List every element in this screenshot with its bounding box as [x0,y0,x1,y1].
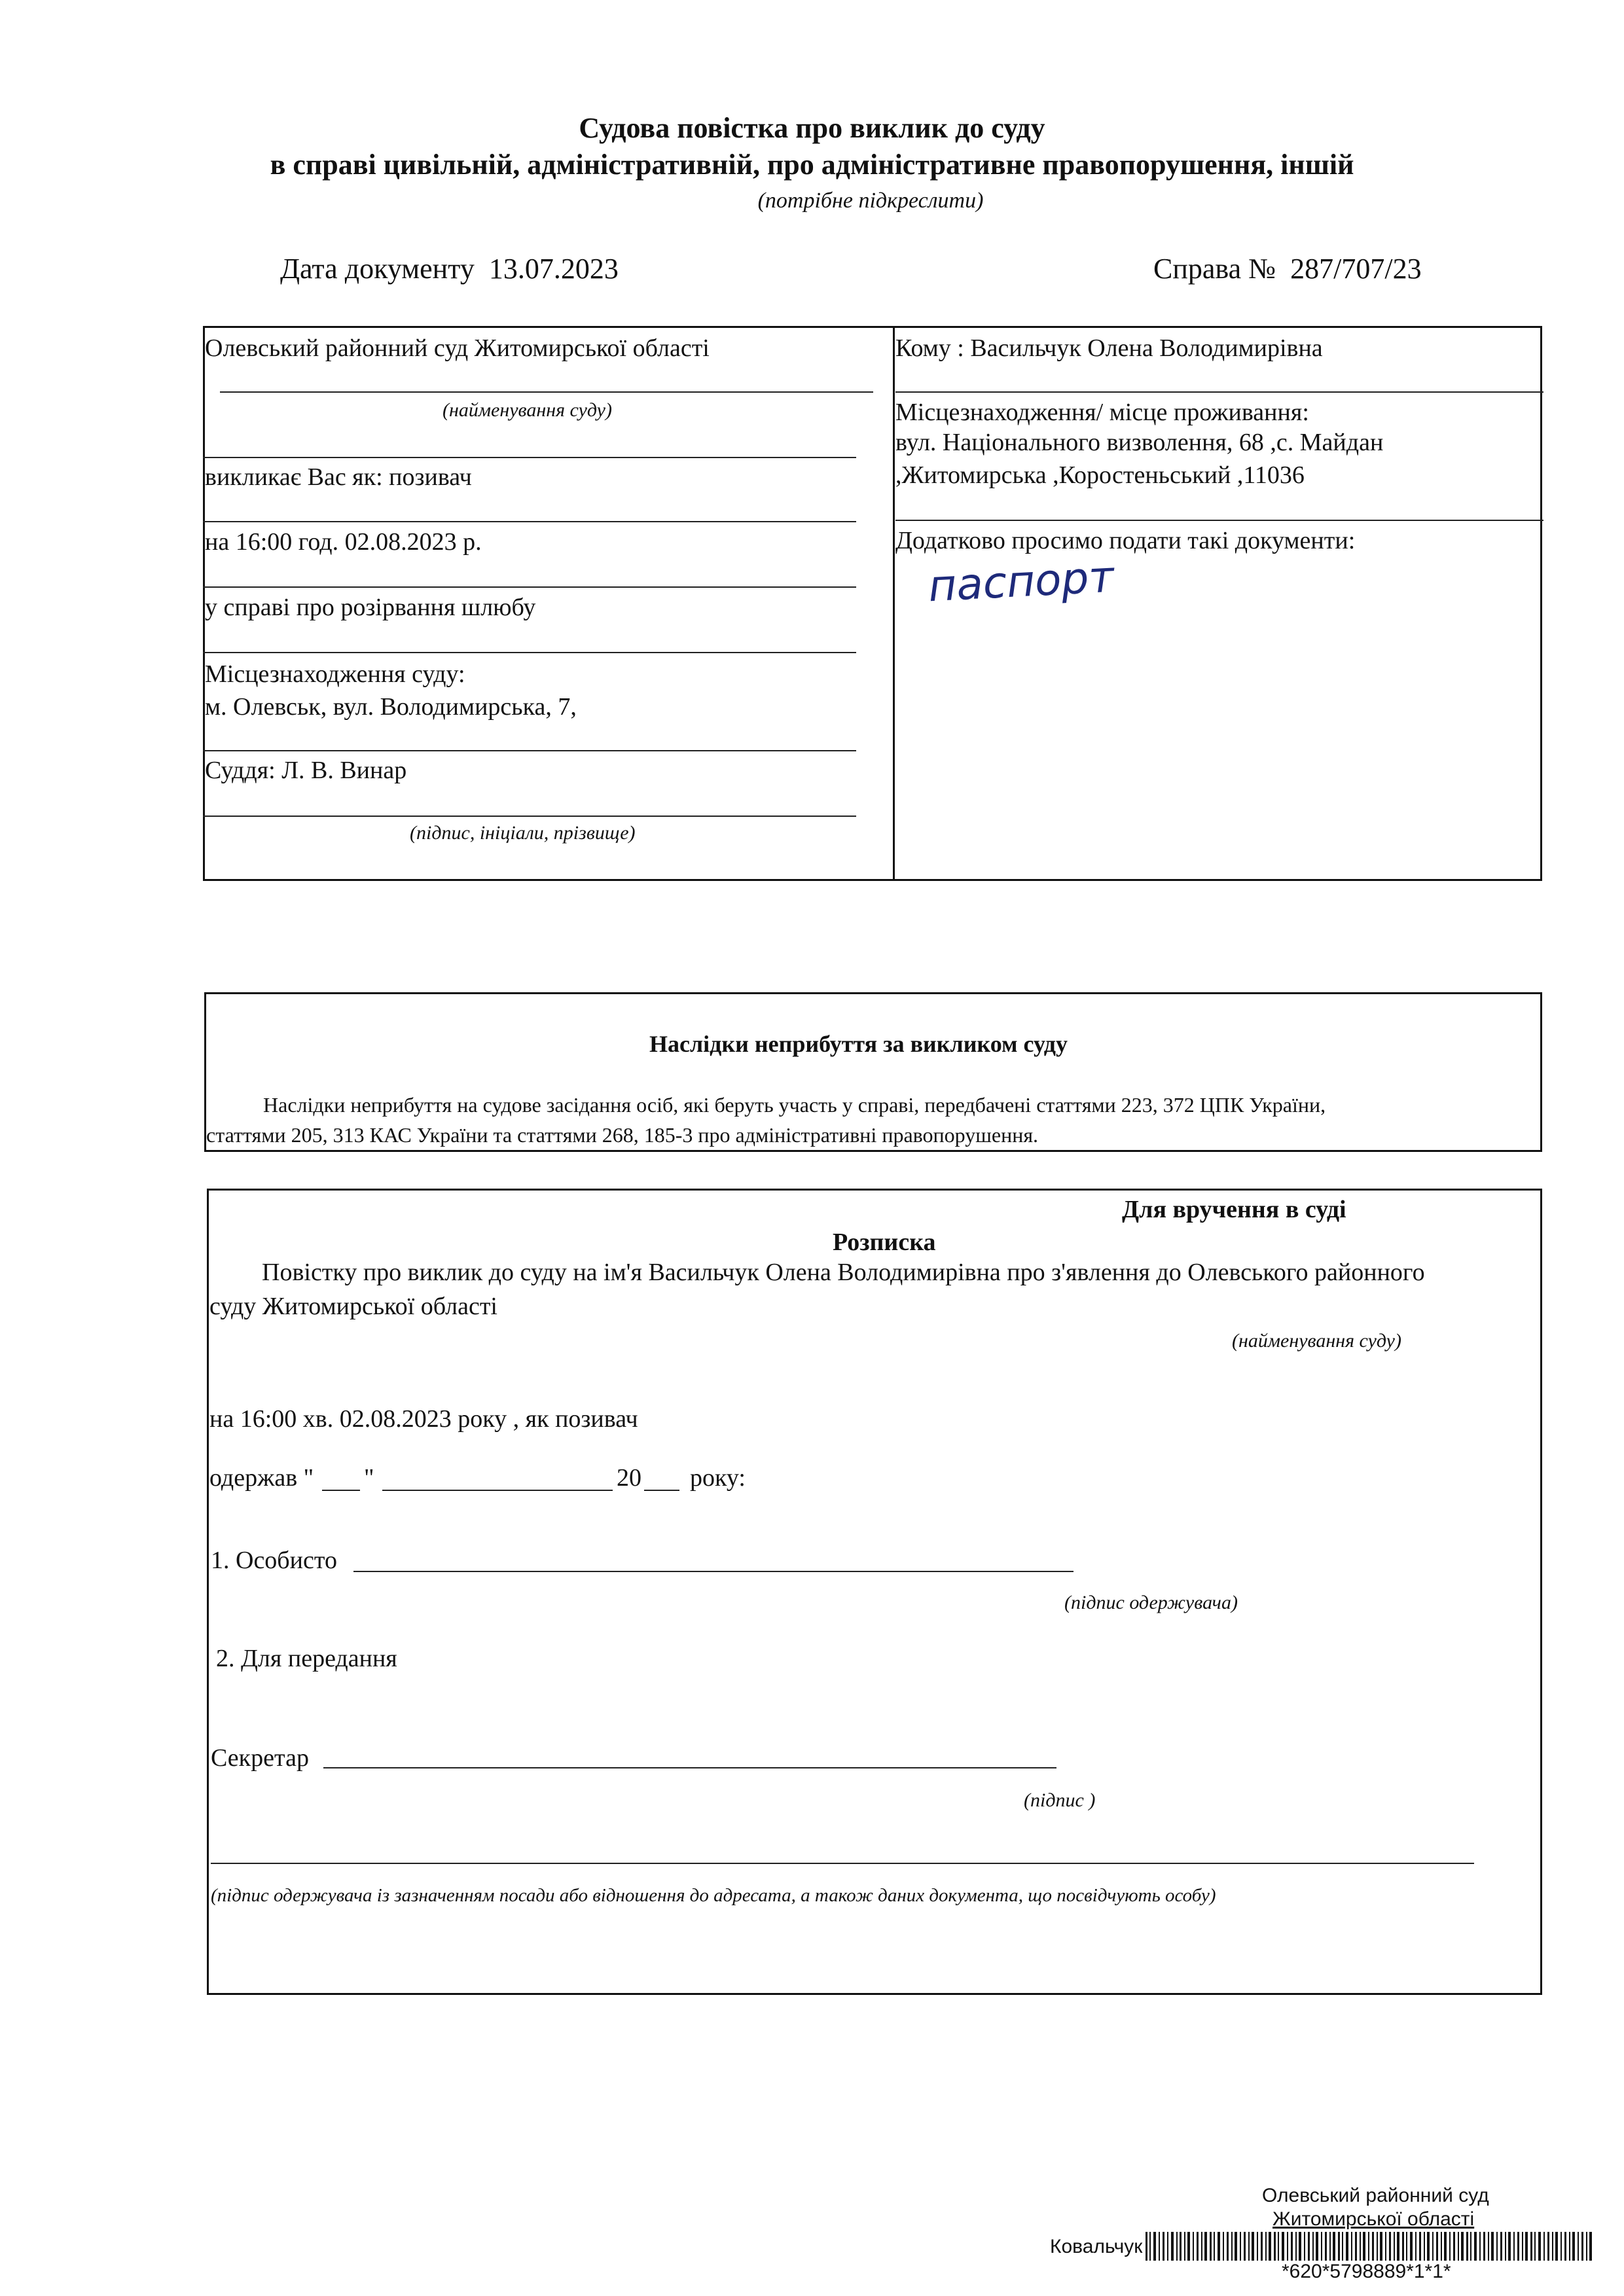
receipt-time-line: на 16:00 хв. 02.08.2023 року , як позивач [209,1405,638,1433]
received-prefix: одержав " [209,1464,314,1492]
receipt-court-caption: (найменування суду) [1232,1330,1401,1352]
received-year-prefix: 20 [617,1464,641,1492]
summons-title: Судова повістка про виклик до суду [579,112,1045,144]
receipt-title: Розписка [833,1229,936,1256]
secretary-signature-line [323,1767,1056,1768]
rule [895,520,1543,521]
case-subject: у справі про розірвання шлюбу [205,594,536,621]
clerk-name: Ковальчук [1050,2236,1143,2257]
stamp-court-line1: Олевський районний суд [1262,2185,1489,2206]
recipient-details-caption: (підпис одержувача із зазначенням посади або відношення до адресата, а також даних документа, що посвідчують особу) [211,1885,1216,1906]
rule [203,457,856,458]
barcode-number: *620*5798889*1*1* [1282,2261,1451,2282]
rule [220,391,873,393]
rule [203,652,856,653]
recipient-signature-caption: (підпис одержувача) [1064,1592,1238,1613]
stamp-court-line2: Житомирської області [1272,2208,1475,2230]
rule [895,391,1543,393]
recipient-address-line1: вул. Національного визволення, 68 ,с. Майдан [895,429,1384,456]
consequences-text-line1: Наслідки неприбуття на судове засідання осіб, які беруть участь у справі, передбачені статтями 223, 372 ЦПК України, [263,1093,1326,1117]
document-date-label: Дата документу [280,253,475,285]
receipt-text-line1: Повістку про виклик до суду на ім'я Васильчук Олена Володимирівна про з'явлення до Олевського районного [262,1259,1425,1286]
receipt-text-line2: суду Житомирської області [209,1293,497,1320]
recipient-address-label: Місцезнаходження/ місце проживання: [895,399,1309,426]
recipient-address-line2: ,Житомирська ,Коростеньський ,11036 [895,461,1305,489]
consequences-title: Наслідки неприбуття за викликом суду [649,1031,1068,1057]
document-date-value: 13.07.2023 [488,253,619,285]
personal-receipt-label: 1. Особисто [211,1547,337,1574]
transfer-label: 2. Для передання [216,1645,397,1672]
court-name-caption: (найменування суду) [442,399,612,421]
personal-signature-line [353,1571,1074,1572]
received-suffix: року: [690,1464,746,1492]
handwritten-documents-note: паспорт [927,551,1115,612]
received-quote-close: " [364,1464,374,1492]
recipient-name: Кому : Васильчук Олена Володимирівна [895,334,1323,362]
case-number-value: 287/707/23 [1290,253,1422,285]
summoned-as: викликає Вас як: позивач [205,463,472,491]
underline-note: (потрібне підкреслити) [757,188,984,213]
extra-documents-label: Додатково просимо подати такі документи: [895,527,1356,554]
barcode [1146,2232,1604,2261]
rule [203,521,856,522]
hearing-time: на 16:00 год. 02.08.2023 р. [205,528,482,556]
summons-subtitle: в справі цивільній, адміністративній, про адміністративне правопорушення, іншій [270,149,1354,181]
court-name: Олевський районний суд Житомирської області [205,334,710,362]
rule [203,586,856,588]
rule [203,816,856,817]
secretary-signature-caption: (підпис ) [1024,1789,1096,1811]
for-court-delivery: Для вручення в суді [1122,1196,1346,1223]
court-location-label: Місцезнаходження суду: [205,660,465,688]
column-divider [893,326,895,881]
secretary-label: Секретар [211,1744,309,1772]
recipient-details-line [211,1863,1474,1864]
received-day-blank [322,1490,360,1491]
consequences-text-line2: статтями 205, 313 КАС України та статтями 268, 185-3 про адміністративні правопорушення. [206,1123,1039,1147]
case-number [1153,252,1422,285]
document-date [280,252,619,285]
court-location-value: м. Олевськ, вул. Володимирська, 7, [205,693,577,721]
received-year-blank [644,1490,679,1491]
judge-name: Суддя: Л. В. Винар [205,757,407,784]
judge-signature-caption: (підпис, ініціали, прізвище) [410,822,636,844]
received-month-blank [382,1490,613,1491]
rule [203,750,856,751]
case-number-label: Справа № [1153,253,1276,285]
